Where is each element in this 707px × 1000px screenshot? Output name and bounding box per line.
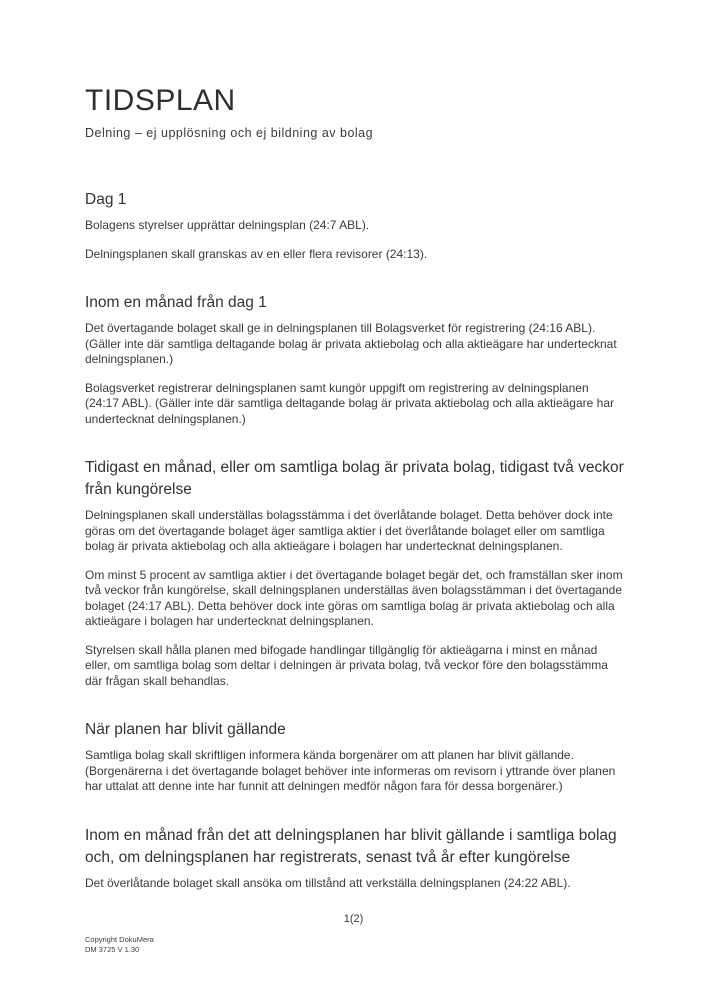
section-heading: Inom en månad från dag 1 (85, 294, 267, 311)
paragraph: Delningsplanen skall underställas bolagsstämma i det överlåtande bolaget. Detta behöver dock inte göras om det övertagande bolaget äger samtliga aktier i det överlåtande bolaget eller om samtliga bolag är privata aktiebolag och alla aktieägare i bolagen har undertecknat delningsplanen. (85, 508, 613, 553)
paragraph: Delningsplanen skall granskas av en eller flera revisorer (24:13). (85, 246, 428, 261)
section-inom-en-manad-gallande (85, 825, 625, 892)
paragraph: Om minst 5 procent av samtliga aktier i det övertagande bolaget begär det, och framställan sker inom två veckor från kungörelse, skall delningsplanen underställas även bolagsstämman i det övertagande bolaget (24:17 ABL). Detta behöver dock inte göras om samtliga bolag är privata aktiebolag och alla aktieägare i bolagen har undertecknat delningsplanen. (85, 567, 623, 628)
section-heading: Inom en månad från det att delningsplanen har blivit gällande i samtliga bolag och, om delningsplanen har registrerats, senast två år efter kungörelse (85, 826, 617, 866)
section-nar-planen-har-blivit-gallande (85, 719, 625, 795)
footer-copyright (85, 935, 154, 955)
section-tidigast-en-manad (85, 457, 625, 689)
section-heading: Tidigast en månad, eller om samtliga bolag är privata bolag, tidigast två veckor från kungörelse (85, 459, 624, 498)
paragraph: Det överlåtande bolaget skall ansöka om tillstånd att verkställa delningsplanen (24:22 ABL). (85, 875, 571, 890)
footer-copyright-line: Copyright DokuMera (85, 935, 154, 944)
paragraph: Samtliga bolag skall skriftligen informera kända borgenärer om att planen har blivit gällande. (Borgenärerna i det övertagande bolaget behöver inte informeras om revisorn i yttrande över planen har uttalat att denne inte har funnit att delningen medför någon fara för dessa borgenärer.) (85, 748, 616, 793)
page-number: 1(2) (343, 913, 364, 925)
paragraph: Det övertagande bolaget skall ge in delningsplanen till Bolagsverket för registrering (24:16 ABL). (Gäller inte där samtliga deltagande bolag är privata aktiebolag och alla aktieägare har undertecknat delningsplanen.) (85, 321, 617, 366)
footer-docid-line: DM 3725 V 1.30 (85, 945, 140, 954)
page-title: TIDSPLAN (85, 84, 236, 117)
section-heading: När planen har blivit gällande (85, 721, 286, 738)
section-heading: Dag 1 (85, 191, 127, 208)
paragraph: Styrelsen skall hålla planen med bifogade handlingar tillgänglig för aktieägarna i minst en månad eller, om samtliga bolag som deltar i delningen är privata bolag, två veckor före den bolagsstämma där frågan skall behandlas. (85, 642, 608, 688)
paragraph: Bolagsverket registrerar delningsplanen samt kungör uppgift om registrering av delningsplanen (24:17 ABL). (Gäller inte där samtliga deltagande bolag är privata aktiebolag och alla aktieägare har undertecknat delningsplanen.) (85, 380, 614, 426)
paragraph: Bolagens styrelser upprättar delningsplan (24:7 ABL). (85, 218, 370, 232)
page-subtitle: Delning – ej upplösning och ej bildning av bolag (85, 126, 374, 140)
section-inom-en-manad-fran-dag-1 (85, 292, 625, 427)
section-dag-1 (85, 189, 625, 262)
